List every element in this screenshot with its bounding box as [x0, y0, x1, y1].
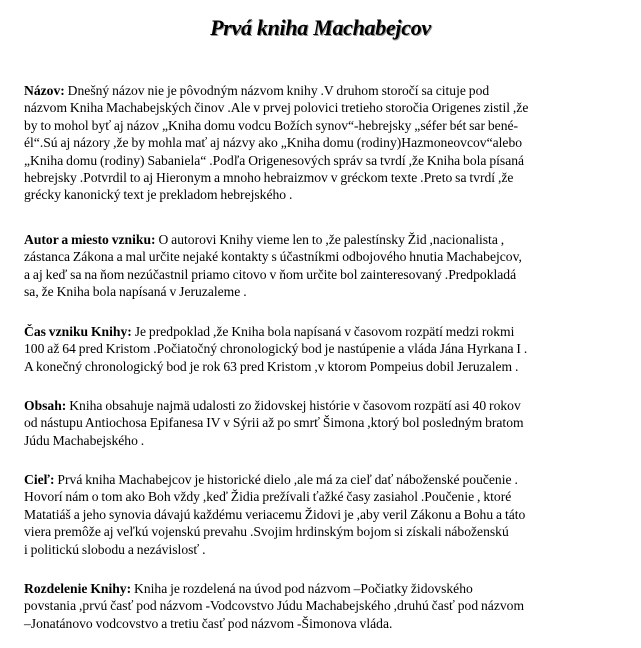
section-obsah: [24, 397, 628, 449]
section-autor: [24, 231, 628, 301]
section-line: Júdu Machabejského .: [24, 432, 145, 448]
section-label: Cieľ:: [24, 472, 55, 487]
section-text: Prvá kniha Machabejcov je historické dielo ,ale má za cieľ dať náboženské poučenie .: [54, 472, 518, 487]
section-text: Kniha obsahuje najmä udalosti zo židovskej histórie v časovom rozpätí asi 40 rokov: [66, 398, 521, 413]
section-line: zástanca Zákona a mal určite nejaké kontakty s účastníkmi odbojového hnutia Machabejcov,: [24, 249, 522, 265]
section-line: –Jonatánovo vodcovstvo a tretiu časť pod názvom -Šimonova vláda.: [24, 615, 393, 631]
section-line: [24, 580, 628, 597]
section-line: Hovorí nám o tom ako Boh vždy ,keď Židia prežívali ťažké časy zasiahol .Poučenie , ktoré: [24, 489, 512, 505]
section-line: grécky kanonický text je prekladom hebrejského .: [24, 187, 293, 203]
section-label: Autor a miesto vzniku:: [24, 232, 156, 247]
section-ciel: [24, 471, 628, 558]
section-line: [24, 82, 628, 99]
section-label: Rozdelenie Knihy:: [24, 581, 132, 596]
section-line: od nástupu Antiochosa Epifanesa IV v Sýrii až po smrť Šimona ,ktorý bol posledným bratom: [24, 415, 524, 431]
section-line: hebrejsky .Potvrdil to aj Hieronym a mnoho hebraizmov v gréckom texte .Preto sa tvrdí ,že: [24, 169, 514, 185]
section-text: O autorovi Knihy vieme len to ,že palestínsky Žid ,nacionalista ,: [155, 232, 505, 247]
section-label: Obsah:: [24, 398, 67, 413]
section-rozdelenie: [24, 580, 628, 632]
section-line: A konečný chronologický bod je rok 63 pred Kristom ,v ktorom Pompeius dobil Jeruzalem .: [24, 358, 519, 374]
section-line: názvom Kniha Machabejských činov .Ale v prvej polovici tretieho storočia Origenes zistil ,že: [24, 100, 529, 116]
section-label: Názov:: [24, 83, 65, 98]
section-line: sa, že Kniha bola napísaná v Jeruzaleme .: [24, 284, 247, 300]
section-line: i politickú slobodu a nezávislosť .: [24, 541, 206, 557]
section-nazov: [24, 82, 628, 204]
section-line: viera premôže aj veľkú vojenskú prevahu .Svojim hrdinským bojom si získali náboženskú: [24, 524, 509, 540]
section-line: él“.Sú aj názory ,že by mohla mať aj názvy ako „Kniha domu (rodiny)Hazmoneovcov“alebo: [24, 135, 523, 151]
section-cas-vzniku: [24, 323, 628, 375]
section-text: Dnešný názov nie je pôvodným názvom knihy .V druhom storočí sa cituje pod: [64, 83, 490, 98]
section-line: a aj keď sa na ňom nezúčastnil priamo citovo v ňom určite bol zainteresovaný .Predpokladá: [24, 266, 517, 282]
section-line: 100 až 64 pred Kristom .Počiatočný chronologický bod je nastúpenie a vláda Jána Hyrkana I .: [24, 341, 528, 357]
page-title: Prvá kniha Machabejcov: [210, 15, 431, 40]
section-line: [24, 471, 628, 488]
section-line: „Kniha domu (rodiny) Sabaniela“ .Podľa Origenesových správ sa tvrdí ,že Kniha bola písaná: [24, 152, 525, 168]
section-line: [24, 323, 628, 340]
section-line: povstania ,prvú časť pod názvom -Vodcovstvo Júdu Machabejského ,druhú časť pod názvom: [24, 598, 525, 614]
section-text: Je predpoklad ,že Kniha bola napísaná v časovom rozpätí medzi rokmi: [131, 324, 515, 339]
section-line: by to mohol byť aj názov „Kniha domu vodcu Božích synov“-hebrejsky „séfer bét sar bené-: [24, 117, 519, 133]
section-label: Čas vzniku Knihy:: [24, 324, 132, 339]
section-line: [24, 397, 628, 414]
section-line: Matatiáš a jeho synovia dávajú každému veriacemu Židovi je ,aby veril Zákonu a Bohu a táto: [24, 506, 526, 522]
section-line: [24, 231, 628, 248]
section-text: Kniha je rozdelená na úvod pod názvom –Počiatky židovského: [131, 581, 473, 596]
